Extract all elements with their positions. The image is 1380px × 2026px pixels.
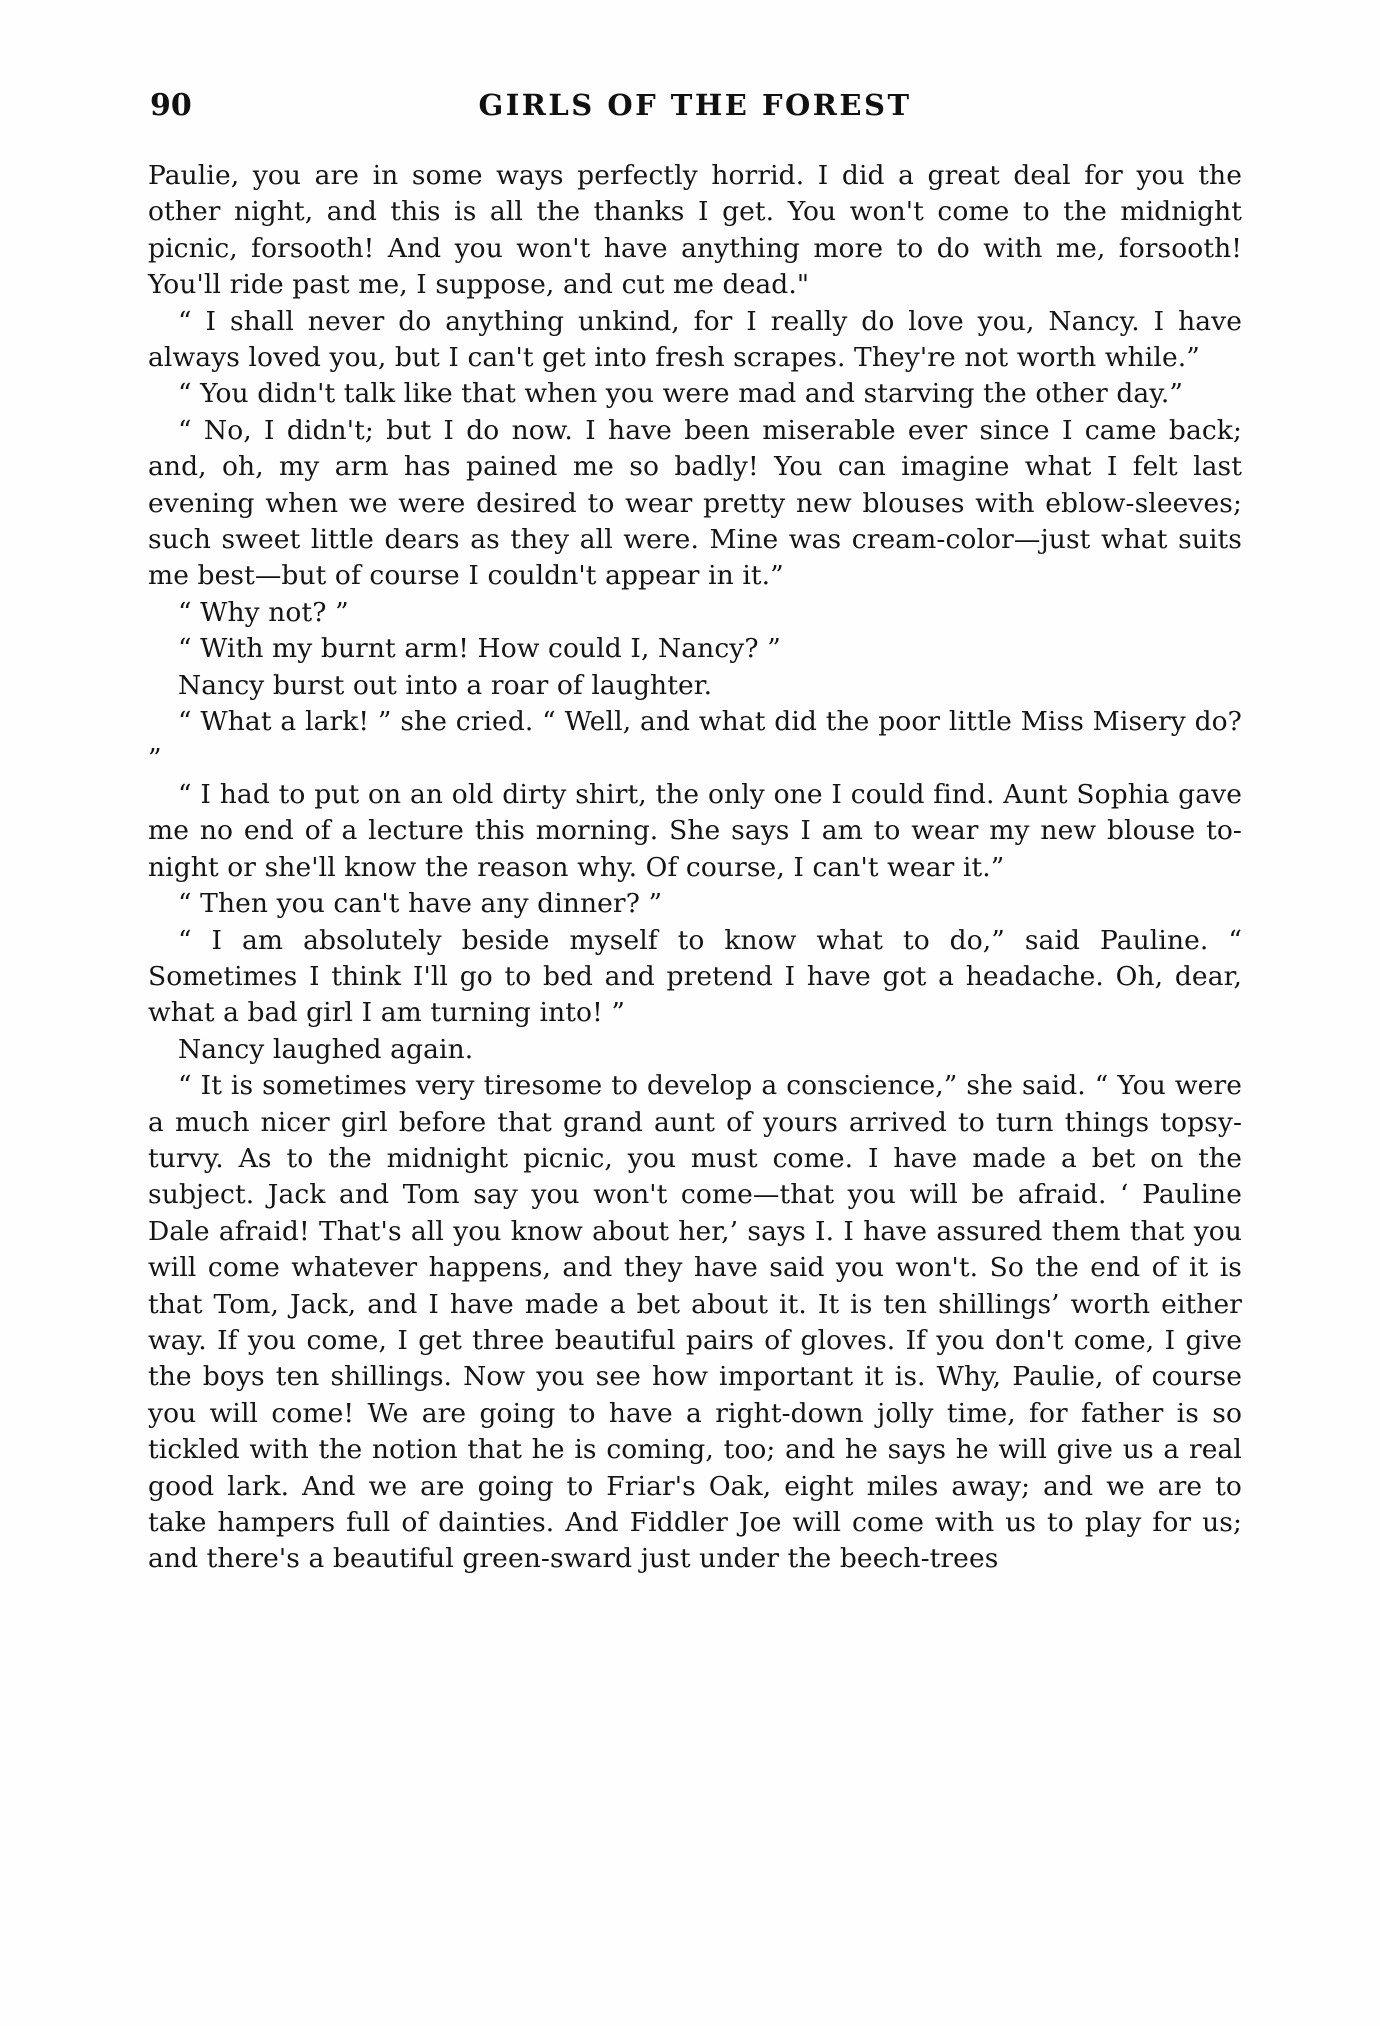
paragraph: Nancy burst out into a roar of laughter. (178, 669, 713, 701)
body-text (148, 158, 1242, 1578)
running-title: GIRLS OF THE FOREST (478, 88, 912, 122)
paragraph: “ I had to put on an old dirty shirt, the only one I could find. Aunt Sophia gave me no end of a lecture this morning. She says I am to wear my new blouse to-night or she'll know the reason why. Of course, I can't wear it.” (148, 778, 1242, 883)
paragraph: Nancy laughed again. (178, 1033, 474, 1065)
paragraph: “ Then you can't have any dinner? ” (178, 888, 663, 920)
page-number: 90 (150, 88, 192, 123)
paragraph: “ What a lark! ” she cried. “ Well, and what did the poor little Miss Misery do? ” (148, 706, 1242, 774)
paragraph: “ I shall never do anything unkind, for I really do love you, Nancy. I have always loved you, but I can't get into fresh scrapes. They're not worth while.” (148, 305, 1242, 374)
paragraph: “ No, I didn't; but I do now. I have been miserable ever since I came back; and, oh, my arm has pained me so badly! You can imagine what I felt last evening when we were desired to wear pretty new blouses with eblow-sleeves; such sweet little dears as they all were. Mine was cream-color—just what suits me best—but of course I couldn't appear in it.” (148, 414, 1242, 592)
paragraph: Paulie, you are in some ways perfectly horrid. I did a great deal for you the other night, and this is all the thanks I get. You won't come to the midnight picnic, forsooth! And you won't have anything more to do with me, forsooth! You'll ride past me, I suppose, and cut me dead." (148, 160, 1242, 301)
paragraph: “ It is sometimes very tiresome to develop a conscience,” she said. “ You were a much nicer girl before that grand aunt of yours arrived to turn things topsy-turvy. As to the midnight picnic, you must come. I have made a bet on the subject. Jack and Tom say you won't come—that you will be afraid. ‘ Pauline Dale afraid! That's all you know about her,’ says I. I have assured them that you will come whatever happens, and they have said you won't. So the end of it is that Tom, Jack, and I have made a bet about it. It is ten shillings’ worth either way. If you come, I get three beautiful pairs of gloves. If you don't come, I give the boys ten shillings. Now you see how important it is. Why, Paulie, of course you will come! We are going to have a right-down jolly time, for father is so tickled with the notion that he is coming, too; and he says he will give us a real good lark. And we are going to Friar's Oak, eight miles away; and we are to take hampers full of dainties. And Fiddler Joe will come with us to play for us; and there's a beautiful green-sward just under the beech-trees (148, 1070, 1242, 1575)
page-header (150, 88, 1240, 128)
paragraph: “ With my burnt arm! How could I, Nancy? ” (178, 633, 781, 665)
paragraph: “ Why not? ” (178, 596, 349, 628)
paragraph: “ I am absolutely beside myself to know what to do,” said Pauline. “ Sometimes I think I'll go to bed and pretend I have got a headache. Oh, dear, what a bad girl I am turning into! ” (148, 924, 1242, 1029)
paragraph: “ You didn't talk like that when you were mad and starving the other day.” (178, 378, 1184, 410)
